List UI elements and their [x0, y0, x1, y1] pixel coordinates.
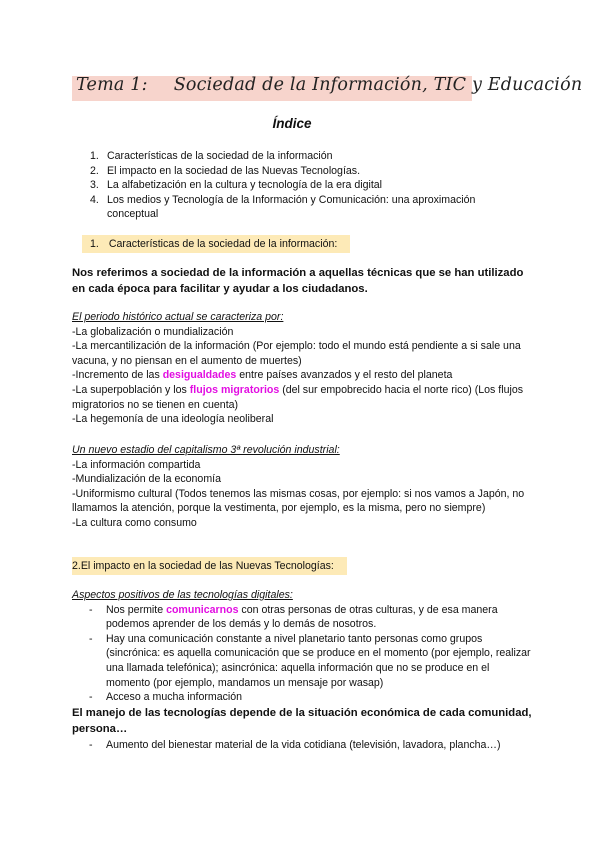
positive-list — [72, 603, 532, 705]
period-characteristics — [72, 310, 532, 427]
list-item: -Incremento de las desigualdades entre países avanzados y el resto del planeta — [72, 369, 453, 382]
list-item: - Hay una comunicación constante a nivel planetario tanto personas como grupos (sincrónica: es aquella comunicación que se produce en el momento (por ejemplo, realizar una llamada telefónica); asincrónica: aquella información que no se produce en el momento (por ejemplo, mandamos un mensaje por wasap) — [89, 632, 531, 689]
list-item: -La hegemonía de una ideología neoliberal — [72, 413, 274, 426]
toc-item: 4. Los medios y Tecnología de la Información y Comunicación: una aproximación conceptual — [90, 193, 476, 221]
capitalism-stage — [72, 443, 532, 531]
table-of-contents — [82, 149, 522, 222]
toc-item: 1. Características de la sociedad de la información — [90, 150, 333, 162]
list-item: -Mundialización de la economía — [72, 473, 221, 486]
toc-item: 3. La alfabetización en la cultura y tecnología de la era digital — [90, 179, 383, 192]
period-heading: El periodo histórico actual se caracteriza por: — [72, 311, 284, 323]
document-title — [76, 75, 583, 95]
positive-list-continued — [72, 738, 532, 753]
economic-note: El manejo de las tecnologías depende de la situación económica de cada comunidad, persona… — [72, 707, 532, 735]
capitalism-heading: Un nuevo estadio del capitalismo 3ª revolución industrial: — [72, 444, 340, 456]
list-item: - Acceso a mucha información — [89, 691, 243, 704]
highlight-desigualdades: desigualdades — [162, 369, 237, 382]
list-item: -La información compartida — [72, 458, 201, 471]
list-item: - Nos permite comunicarnos con otras personas de otras culturas, y de esa manera podemos aprender de los demás y lo demás de nosotros. — [89, 603, 498, 631]
title-topic-number: Tema 1: — [76, 75, 148, 95]
list-item: -La mercantilización de la información (Por ejemplo: todo el mundo está pendiente a si sale una vacuna, y no piensan en el aumento de muertes) — [72, 340, 521, 367]
highlight-flujos-migratorios: flujos migratorios — [189, 383, 280, 396]
index-heading: Índice — [272, 116, 312, 131]
section-2-heading: 2.El impacto en la sociedad de las Nuevas Tecnologías: — [72, 557, 347, 575]
section-1-intro: Nos referimos a sociedad de la información a aquellas técnicas que se han utilizado en cada época para facilitar y ayudar a los ciudadanos. — [72, 267, 524, 295]
list-item: - Aumento del bienestar material de la vida cotidiana (televisión, lavadora, plancha…) — [89, 739, 501, 751]
highlight-comunicarnos: comunicarnos — [166, 603, 239, 616]
list-item: -La superpoblación y los flujos migratorios (del sur empobrecido hacia el norte rico) (Los flujos migratorios no se tienen en cuenta) — [72, 383, 524, 411]
title-topic-name: Sociedad de la Información, TIC y Educación — [173, 75, 583, 95]
section-1-heading: 1. Características de la sociedad de la información: — [82, 235, 350, 253]
list-item: -La cultura como consumo — [72, 516, 197, 529]
list-item: -Uniformismo cultural (Todos tenemos las mismas cosas, por ejemplo: si nos vamos a Japón, no llamamos la atención, porque la vestimenta, por ejemplo, es la misma, pero no siempre) — [72, 487, 525, 515]
list-item: -La globalización o mundialización — [72, 325, 234, 338]
positive-aspects — [72, 588, 532, 705]
positive-heading: Aspectos positivos de las tecnologías digitales: — [72, 589, 293, 601]
toc-item: 2. El impacto en la sociedad de las Nuevas Tecnologías. — [90, 164, 361, 177]
